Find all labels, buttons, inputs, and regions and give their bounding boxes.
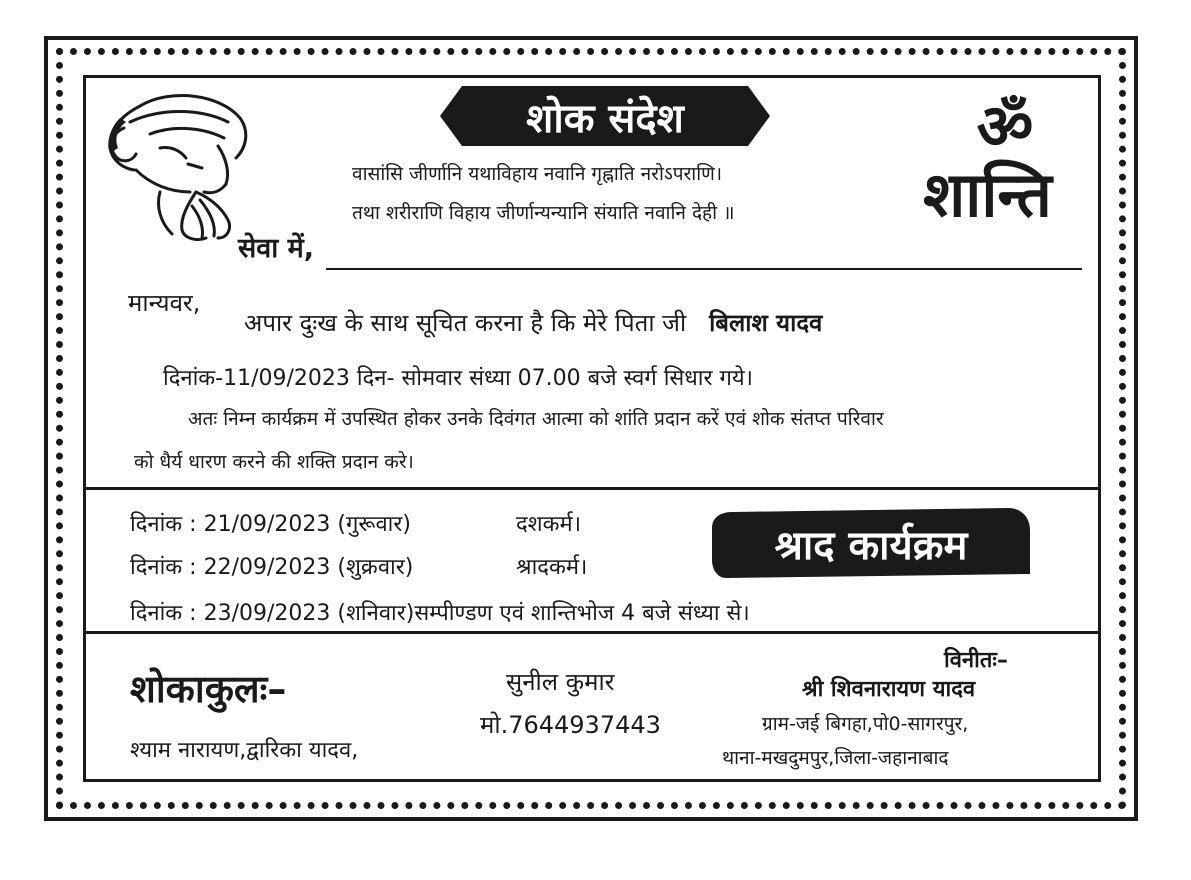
address-line-2: थाना-मखदुमपुर,जिला-जहानाबाद <box>722 747 949 769</box>
program-date-3: दिनांक : 23/09/2023 (शनिवार)सम्पीण्डण एवं शान्तिभोज 4 बजे संध्या से। <box>130 601 750 626</box>
message-line-1-text: अपार दुःख के साथ सूचित करना है कि मेरे पिता जी <box>244 309 687 337</box>
shokakul-label: शोकाकुलः– <box>130 667 287 711</box>
om-symbol: ॐ <box>976 90 1034 163</box>
seva-label: सेवा में, <box>238 233 315 264</box>
message-line-3: अतः निम्न कार्यक्रम में उपस्थित होकर उनके दिवंगत आत्मा को शांति प्रदान करें एवं शोक संतप्त परिवार <box>188 408 884 430</box>
mourner-icon <box>100 88 260 248</box>
address-line-1: ग्राम-जई बिगहा,पो0-सागरपुर, <box>762 713 969 735</box>
page-title: शोक संदेश <box>526 95 684 142</box>
salutation: मान्यवर, <box>128 289 201 317</box>
message-line-4: को धैर्य धारण करने की शक्ति प्रदान करे। <box>134 451 414 473</box>
divider-program <box>83 487 1101 490</box>
shloka-line-1: वासांसि जीर्णानि यथाविहाय नवानि गृह्नाति नरोऽपराणि। <box>352 163 723 185</box>
contact-name: सुनील कुमार <box>506 668 615 696</box>
seva-blank-line <box>326 268 1082 270</box>
divider-footer <box>83 631 1101 634</box>
message-line-1 <box>244 306 822 339</box>
program-heading: श्राद कार्यक्रम <box>774 522 968 569</box>
vinit-label: विनीतः– <box>944 648 1008 673</box>
shanti-text: शान्ति <box>923 158 1052 231</box>
contact-phone: मो.7644937443 <box>480 711 661 739</box>
vinit-name: श्री शिवनारायण यादव <box>802 677 976 702</box>
program-date-1: दिनांक : 21/09/2023 (गुरूवार) <box>130 512 411 537</box>
shloka-line-2: तथा शरीराणि विहाय जीर्णान्यन्यानि संयाति नवानि देही ॥ <box>352 202 735 224</box>
program-event-2: श्रादकर्म। <box>516 555 588 580</box>
shokakul-names: श्याम नारायण,द्वारिका यादव, <box>130 738 359 763</box>
program-date-2: दिनांक : 22/09/2023 (शुक्रवार) <box>130 555 414 580</box>
program-event-1: दशकर्म। <box>516 512 582 537</box>
message-line-2: दिनांक-11/09/2023 दिन- सोमवार संध्या 07.00 बजे स्वर्ग सिधार गये। <box>163 366 753 391</box>
deceased-name: बिलाश यादव <box>709 309 823 337</box>
